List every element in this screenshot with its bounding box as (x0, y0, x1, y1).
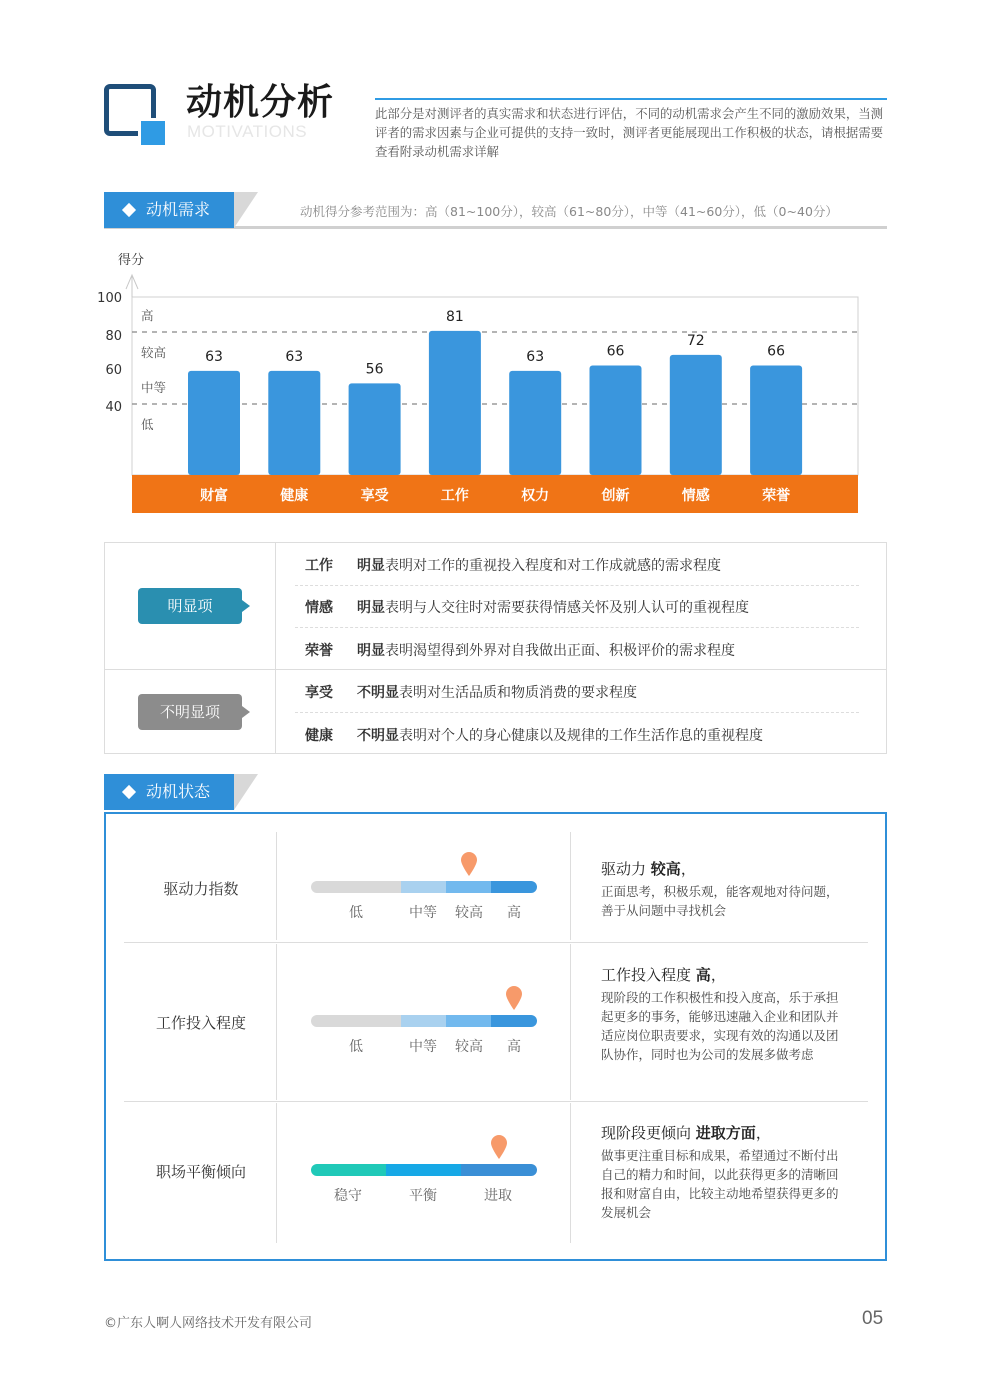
level-marker-icon (490, 1134, 508, 1160)
engagement-level-bar (311, 1015, 537, 1027)
scale-label: 平衡 (409, 1188, 437, 1204)
status-title: 工作投入程度 高， (601, 966, 726, 984)
status-label-drive: 驱动力指数 (163, 880, 239, 898)
page-subtitle: MOTIVATIONS (187, 122, 308, 141)
category-label: 享受 (360, 488, 389, 504)
level-marker-icon (505, 985, 523, 1011)
logo-icon (104, 84, 166, 146)
bar (750, 366, 802, 475)
y-tick-label: 60 (105, 363, 122, 378)
status-title: 驱动力 较高， (601, 860, 696, 878)
scale-label: 高 (507, 905, 521, 921)
category-label: 健康 (280, 488, 309, 504)
intro-text: 此部分是对测评者的真实需求和状态进行评估，不同的动机需求会产生不同的激励效果，当测评者的需求因素与企业可提供的支持一致时，测评者更能展现出工作积极的状态，请根据需要查看附录动机需求详解 (375, 106, 884, 159)
level-band-label: 高 (141, 308, 154, 323)
desc-row: 情感 明显表明与人交往时对需要获得情感关怀及别人认可的重视程度 (305, 600, 749, 616)
bar (268, 371, 320, 475)
category-label: 创新 (601, 488, 630, 504)
score-range-note: 动机得分参考范围为：高（81~100分），较高（61~80分），中等（41~60分），低（0~40分） (300, 204, 838, 219)
plot-frame (132, 297, 858, 475)
motivation-desc-table (104, 542, 887, 754)
data-label: 66 (606, 343, 625, 360)
status-section-header (104, 774, 887, 810)
bar (509, 371, 561, 475)
diamond-icon (122, 785, 136, 799)
scale-label: 稳守 (334, 1188, 362, 1204)
status-desc: 现阶段的工作积极性和投入度高，乐于承担起更多的事务，能够迅速融入企业和团队并适应岗位职责要求，实现有效的沟通以及团队协作，同时也为公司的发展多做考虑 (601, 990, 839, 1062)
bar (590, 366, 642, 475)
category-label: 荣誉 (762, 488, 791, 504)
group-not-obvious-badge: 不明显项 (138, 694, 242, 730)
level-band-label: 中等 (141, 380, 167, 395)
motivation-bar-chart (90, 245, 880, 525)
scale-label: 高 (507, 1039, 521, 1055)
scale-label: 中等 (409, 905, 437, 921)
scale-label: 中等 (409, 1039, 437, 1055)
data-label: 63 (205, 348, 223, 365)
level-band-label: 较高 (141, 345, 167, 360)
category-label: 情感 (681, 488, 710, 504)
y-tick-label: 100 (97, 291, 122, 306)
status-label-balance: 职场平衡倾向 (155, 1163, 246, 1181)
data-label: 72 (686, 332, 705, 349)
category-label: 工作 (440, 488, 469, 504)
data-label: 63 (526, 348, 545, 365)
y-tick-label: 80 (105, 329, 122, 344)
desc-row: 享受 不明显表明对生活品质和物质消费的要求程度 (305, 685, 637, 701)
bar (188, 371, 240, 475)
desc-row: 荣誉 明显表明渴望得到外界对自我做出正面、积极评价的需求程度 (305, 643, 735, 659)
category-label: 权力 (521, 488, 550, 504)
data-label: 81 (445, 308, 464, 325)
scale-label: 进取 (484, 1188, 512, 1204)
status-tab-label: 动机状态 (146, 782, 211, 801)
desc-row: 健康 不明显表明对个人的身心健康以及规律的工作生活作息的重视程度 (305, 728, 763, 744)
bar (670, 355, 722, 475)
category-label: 财富 (200, 488, 228, 504)
status-title: 现阶段更倾向 进取方面， (601, 1124, 771, 1142)
motivation-status-panel (104, 812, 887, 1261)
y-tick-label: 40 (105, 400, 122, 415)
status-desc: 做事更注重目标和成果，希望通过不断付出自己的精力和时间，以此获得更多的清晰回报和财富自由，比较主动地希望获得更多的发展机会 (601, 1148, 839, 1220)
needs-tab-label: 动机需求 (146, 200, 211, 219)
data-label: 56 (365, 361, 384, 378)
bar (429, 331, 481, 475)
intro-divider (375, 98, 887, 100)
data-label: 63 (285, 348, 304, 365)
balance-level-bar (311, 1164, 537, 1176)
group-obvious-badge: 明显项 (138, 588, 242, 624)
y-axis-label: 得分 (118, 253, 145, 268)
bar (349, 383, 401, 475)
scale-label: 较高 (455, 905, 483, 921)
level-band-label: 低 (141, 417, 154, 432)
category-band (132, 475, 858, 513)
page-title: 动机分析 (186, 82, 335, 123)
page-number: 05 (862, 1308, 884, 1329)
level-marker-icon (460, 851, 478, 877)
drive-level-bar (311, 881, 537, 893)
footer-company: ©广东人啊人网络技术开发有限公司 (104, 1316, 313, 1331)
scale-label: 较高 (455, 1039, 483, 1055)
scale-label: 低 (349, 905, 363, 921)
data-label: 66 (767, 343, 786, 360)
desc-row: 工作 明显表明对工作的重视投入程度和对工作成就感的需求程度 (305, 558, 721, 574)
diamond-icon (122, 203, 136, 217)
status-label-engagement: 工作投入程度 (155, 1014, 246, 1032)
scale-label: 低 (349, 1039, 363, 1055)
status-desc: 正面思考，积极乐观，能客观地对待问题，善于从问题中寻找机会 (601, 884, 839, 918)
